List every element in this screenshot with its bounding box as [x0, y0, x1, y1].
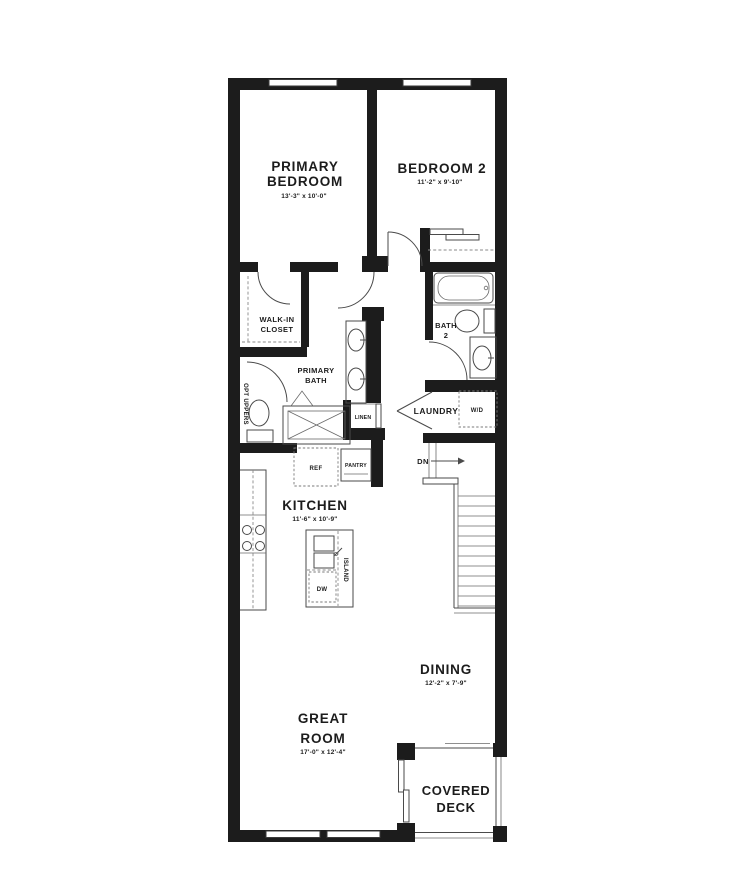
- opt-uppers-label: OPT UPPERS: [242, 383, 248, 425]
- island-label: ISLAND: [342, 557, 348, 583]
- primary-bedroom-label-2: BEDROOM: [266, 174, 344, 189]
- great-room-label-2: ROOM: [300, 731, 346, 746]
- kitchen-label: KITCHEN: [282, 498, 348, 513]
- ref-label: REF: [309, 466, 323, 472]
- dn-arrow-head: [458, 458, 465, 465]
- pantry: [341, 449, 371, 481]
- bath2-door-arc: [429, 342, 467, 380]
- closet-slider-panel-1: [430, 229, 463, 235]
- kitchen: [240, 448, 371, 610]
- great-room: [298, 711, 348, 756]
- wic-label-2: CLOSET: [260, 325, 294, 334]
- window-bedroom2: [403, 80, 471, 87]
- pantry-label: PANTRY: [345, 463, 367, 469]
- primary-suite-door-arc: [338, 272, 374, 308]
- dw-label: DW: [316, 587, 328, 593]
- primary-bath: [242, 321, 381, 444]
- primary-vanity: [346, 321, 366, 403]
- deck-slider-door: [399, 760, 410, 822]
- kitchen-dims: 11'-6" x 10'-9": [292, 516, 338, 523]
- linen-closet: [351, 404, 381, 428]
- dining-dims: 12'-2" x 7'-9": [425, 680, 467, 687]
- interior-walls: [234, 90, 497, 487]
- bedroom2-label: BEDROOM 2: [397, 161, 487, 176]
- kitchen-counter: [240, 470, 266, 610]
- bath2: [433, 273, 496, 378]
- walk-in-closet-door-arc: [258, 272, 290, 304]
- covered-deck: [397, 743, 507, 842]
- bedroom2: [398, 161, 494, 250]
- covered-deck-label-1: COVERED: [421, 783, 491, 798]
- great-room-dims: 17'-0" x 12'-4": [300, 749, 346, 756]
- window-great-room-2: [327, 831, 380, 838]
- linen-label: LINEN: [354, 415, 372, 421]
- down-indicator: [417, 457, 465, 466]
- wic-label-1: WALK-IN: [259, 315, 295, 324]
- dining: [420, 662, 472, 687]
- closet-slider-panel-2: [446, 235, 479, 241]
- window-primary-bedroom: [269, 80, 337, 87]
- wd-label: W/D: [470, 408, 484, 414]
- bedroom2-closet: [428, 229, 494, 250]
- shower-door: [291, 391, 313, 406]
- bath2-label-1: BATH: [435, 321, 457, 330]
- bath2-label-2: 2: [443, 331, 449, 340]
- window-great-room-1: [266, 831, 320, 838]
- dn-label: DN: [417, 457, 429, 466]
- great-room-label-1: GREAT: [297, 711, 349, 726]
- stair-treads: [458, 496, 495, 606]
- linen-door: [376, 404, 381, 428]
- stair-landing: [423, 478, 458, 484]
- primary-toilet: [247, 400, 273, 442]
- walk-in-closet: [242, 276, 300, 342]
- primary-bath-label-2: BATH: [305, 376, 327, 385]
- bath2-tub: [433, 273, 495, 305]
- bedroom2-dims: 11'-2" x 9'-10": [417, 179, 463, 186]
- bedroom2-door-arc: [388, 232, 422, 266]
- dining-label: DINING: [419, 662, 473, 677]
- cooktop: [243, 526, 265, 551]
- laundry-label: LAUNDRY: [413, 406, 459, 416]
- kitchen-island: [306, 530, 353, 607]
- primary-bedroom-dims: 13'-3" x 10'-0": [281, 193, 327, 200]
- bath2-toilet: [455, 309, 495, 333]
- bath2-vanity: [470, 337, 496, 378]
- shower: [283, 391, 350, 444]
- primary-bedroom: [267, 159, 343, 200]
- toilet-nook-door-arc: [247, 362, 287, 402]
- laundry: [414, 391, 497, 427]
- primary-bedroom-label-1: PRIMARY: [271, 159, 339, 174]
- stairs: [417, 443, 495, 613]
- covered-deck-label-2: DECK: [436, 800, 476, 815]
- primary-bath-label-1: PRIMARY: [297, 366, 335, 375]
